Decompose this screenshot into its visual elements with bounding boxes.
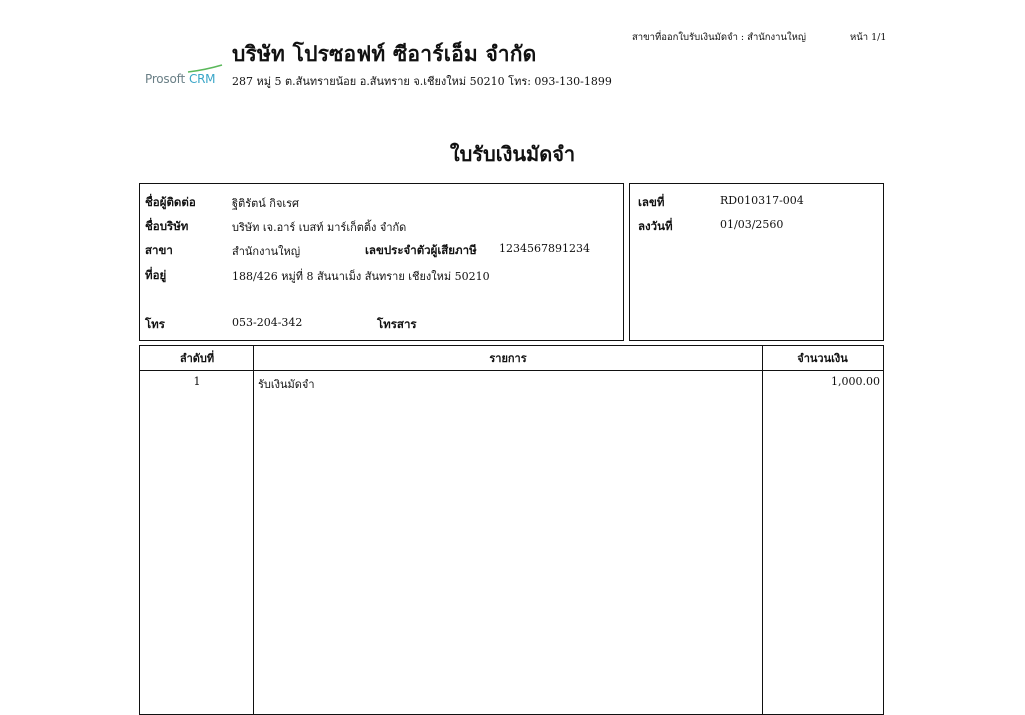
branch-label: สาขา	[145, 243, 173, 257]
document-title: ใบรับเงินมัดจำ	[449, 142, 576, 166]
tax-id-value: 1234567891234	[499, 242, 590, 255]
address-value: 188/426 หมู่ที่ 8 สันนาเม็ง สันทราย เชียงใหม่ 50210	[232, 270, 490, 283]
logo-text-prosoft: Prosoft	[145, 72, 185, 86]
header-amount: จำนวนเงิน	[762, 346, 883, 371]
items-table	[139, 345, 884, 715]
contact-label: ชื่อผู้ติดต่อ	[145, 195, 196, 209]
column-divider	[762, 346, 763, 714]
branch-value: สำนักงานใหญ่	[232, 245, 301, 258]
doc-date-label: ลงวันที่	[638, 219, 673, 233]
company-logo	[145, 62, 225, 90]
phone-value: 053-204-342	[232, 316, 303, 329]
page-number: หน้า 1/1	[850, 32, 887, 43]
doc-number-label: เลขที่	[638, 195, 665, 209]
row-no: 1	[193, 375, 201, 388]
phone-label: โทร	[145, 317, 165, 331]
fax-label: โทรสาร	[377, 317, 417, 331]
address-label: ที่อยู่	[145, 268, 167, 282]
tax-id-label: เลขประจำตัวผู้เสียภาษี	[365, 243, 477, 257]
customer-info-box	[139, 183, 624, 341]
header-no: ลำดับที่	[140, 346, 254, 371]
document-info-box	[629, 183, 884, 341]
issuing-branch: สาขาที่ออกใบรับเงินมัดจำ : สำนักงานใหญ่	[632, 32, 806, 43]
doc-date-value: 01/03/2560	[720, 218, 784, 231]
column-divider	[253, 346, 254, 714]
contact-value: ฐิติรัตน์ กิจเรศ	[232, 197, 300, 210]
row-description: รับเงินมัดจำ	[258, 378, 315, 391]
company-value: บริษัท เจ.อาร์ เบสท์ มาร์เก็ตติ้ง จำกัด	[232, 221, 407, 234]
row-amount: 1,000.00	[831, 375, 880, 388]
company-address: 287 หมู่ 5 ต.สันทรายน้อย อ.สันทราย จ.เชียงใหม่ 50210 โทร: 093-130-1899	[232, 75, 612, 88]
header-description: รายการ	[254, 346, 762, 371]
company-label: ชื่อบริษัท	[145, 219, 189, 233]
logo-text-crm: CRM	[189, 72, 216, 86]
doc-number-value: RD010317-004	[720, 194, 804, 207]
company-name: บริษัท โปรซอฟท์ ซีอาร์เอ็ม จำกัด	[232, 41, 537, 66]
